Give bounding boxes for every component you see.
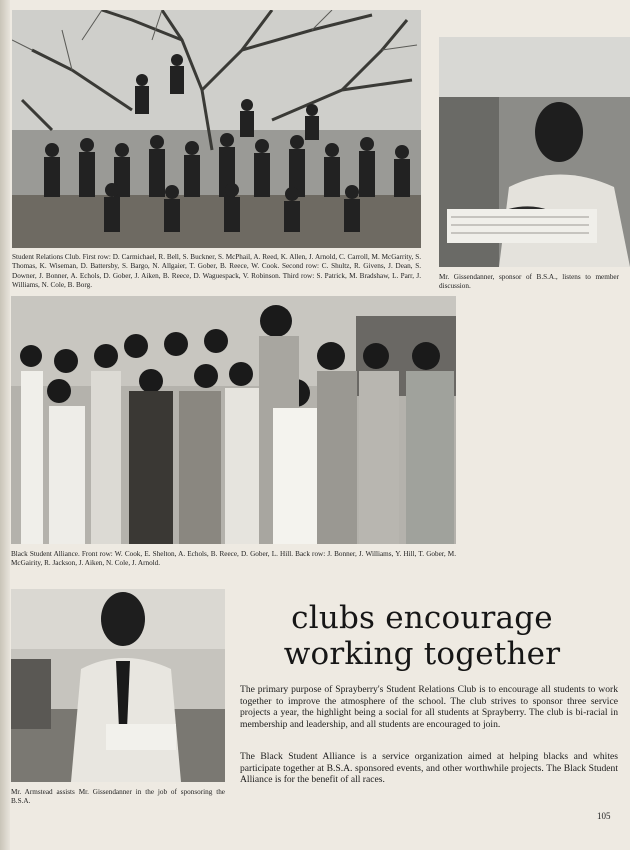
- headline-line-2: working together: [283, 636, 561, 672]
- body-paragraph-1: The primary purpose of Sprayberry's Student Relations Club is to encourage all students to work together to improve the atmosphere of the school. The club strives to sponsor three service projects a year, the highlight being a social for all students at Sprayberry. The club is bi-racial in membership and leadership, and all students are encouraged to join.: [240, 684, 618, 730]
- black-student-alliance-photo: [11, 296, 456, 544]
- student-relations-club-photo: [12, 10, 421, 248]
- sponsor-caption: Mr. Gissendanner, sponsor of B.S.A., listens to member discussion.: [439, 273, 619, 291]
- headline-line-1: clubs encourage: [291, 600, 553, 636]
- armstead-caption: Mr. Armstead assists Mr. Gissendanner in the job of sponsoring the B.S.A.: [11, 788, 225, 806]
- black-student-alliance-caption: Black Student Alliance. Front row: W. Cook, E. Shelton, A. Echols, B. Reece, D. Gober, L. Hill. Back row: J. Bonner, J. Williams, Y. Hill, T. Gober, M. McGairity, R. Jackson, J. Aiken, N. Cole, J. Arnold.: [11, 550, 456, 568]
- page-number: 105: [597, 811, 611, 821]
- armstead-photo: [11, 589, 225, 782]
- body-paragraph-2: The Black Student Alliance is a service organization aimed at helping blacks and whites participate together at B.S.A. sponsored events, and other worthwhile projects. The Black Student Alliance is for the benefit of all races.: [240, 751, 618, 786]
- student-relations-club-caption: Student Relations Club. First row: D. Carmichael, R. Bell, S. Buckner, S. McPhail, A. Reed, K. Allen, J. Arnold, C. Carroll, M. McGarrity, S. Thomas, K. Wiseman, D. Battersby, S. Bargo, N. Allgaier, T. Gober, B. Reece, W. Cook. Second row: C. Shultz, R. Givens, J. Dean, S. Downer, J. Bonner, A. Echols, D. Gober, J. Aiken, B. Reece, D. Waguespack, V. Robinson. Third row: S. Patrick, M. Bradshaw, L. Parr, J. Williams, N. Cole, B. Borg.: [12, 253, 421, 290]
- page-headline: [232, 600, 612, 672]
- sponsor-photo: [439, 37, 630, 267]
- page-spine-shadow: [0, 0, 10, 850]
